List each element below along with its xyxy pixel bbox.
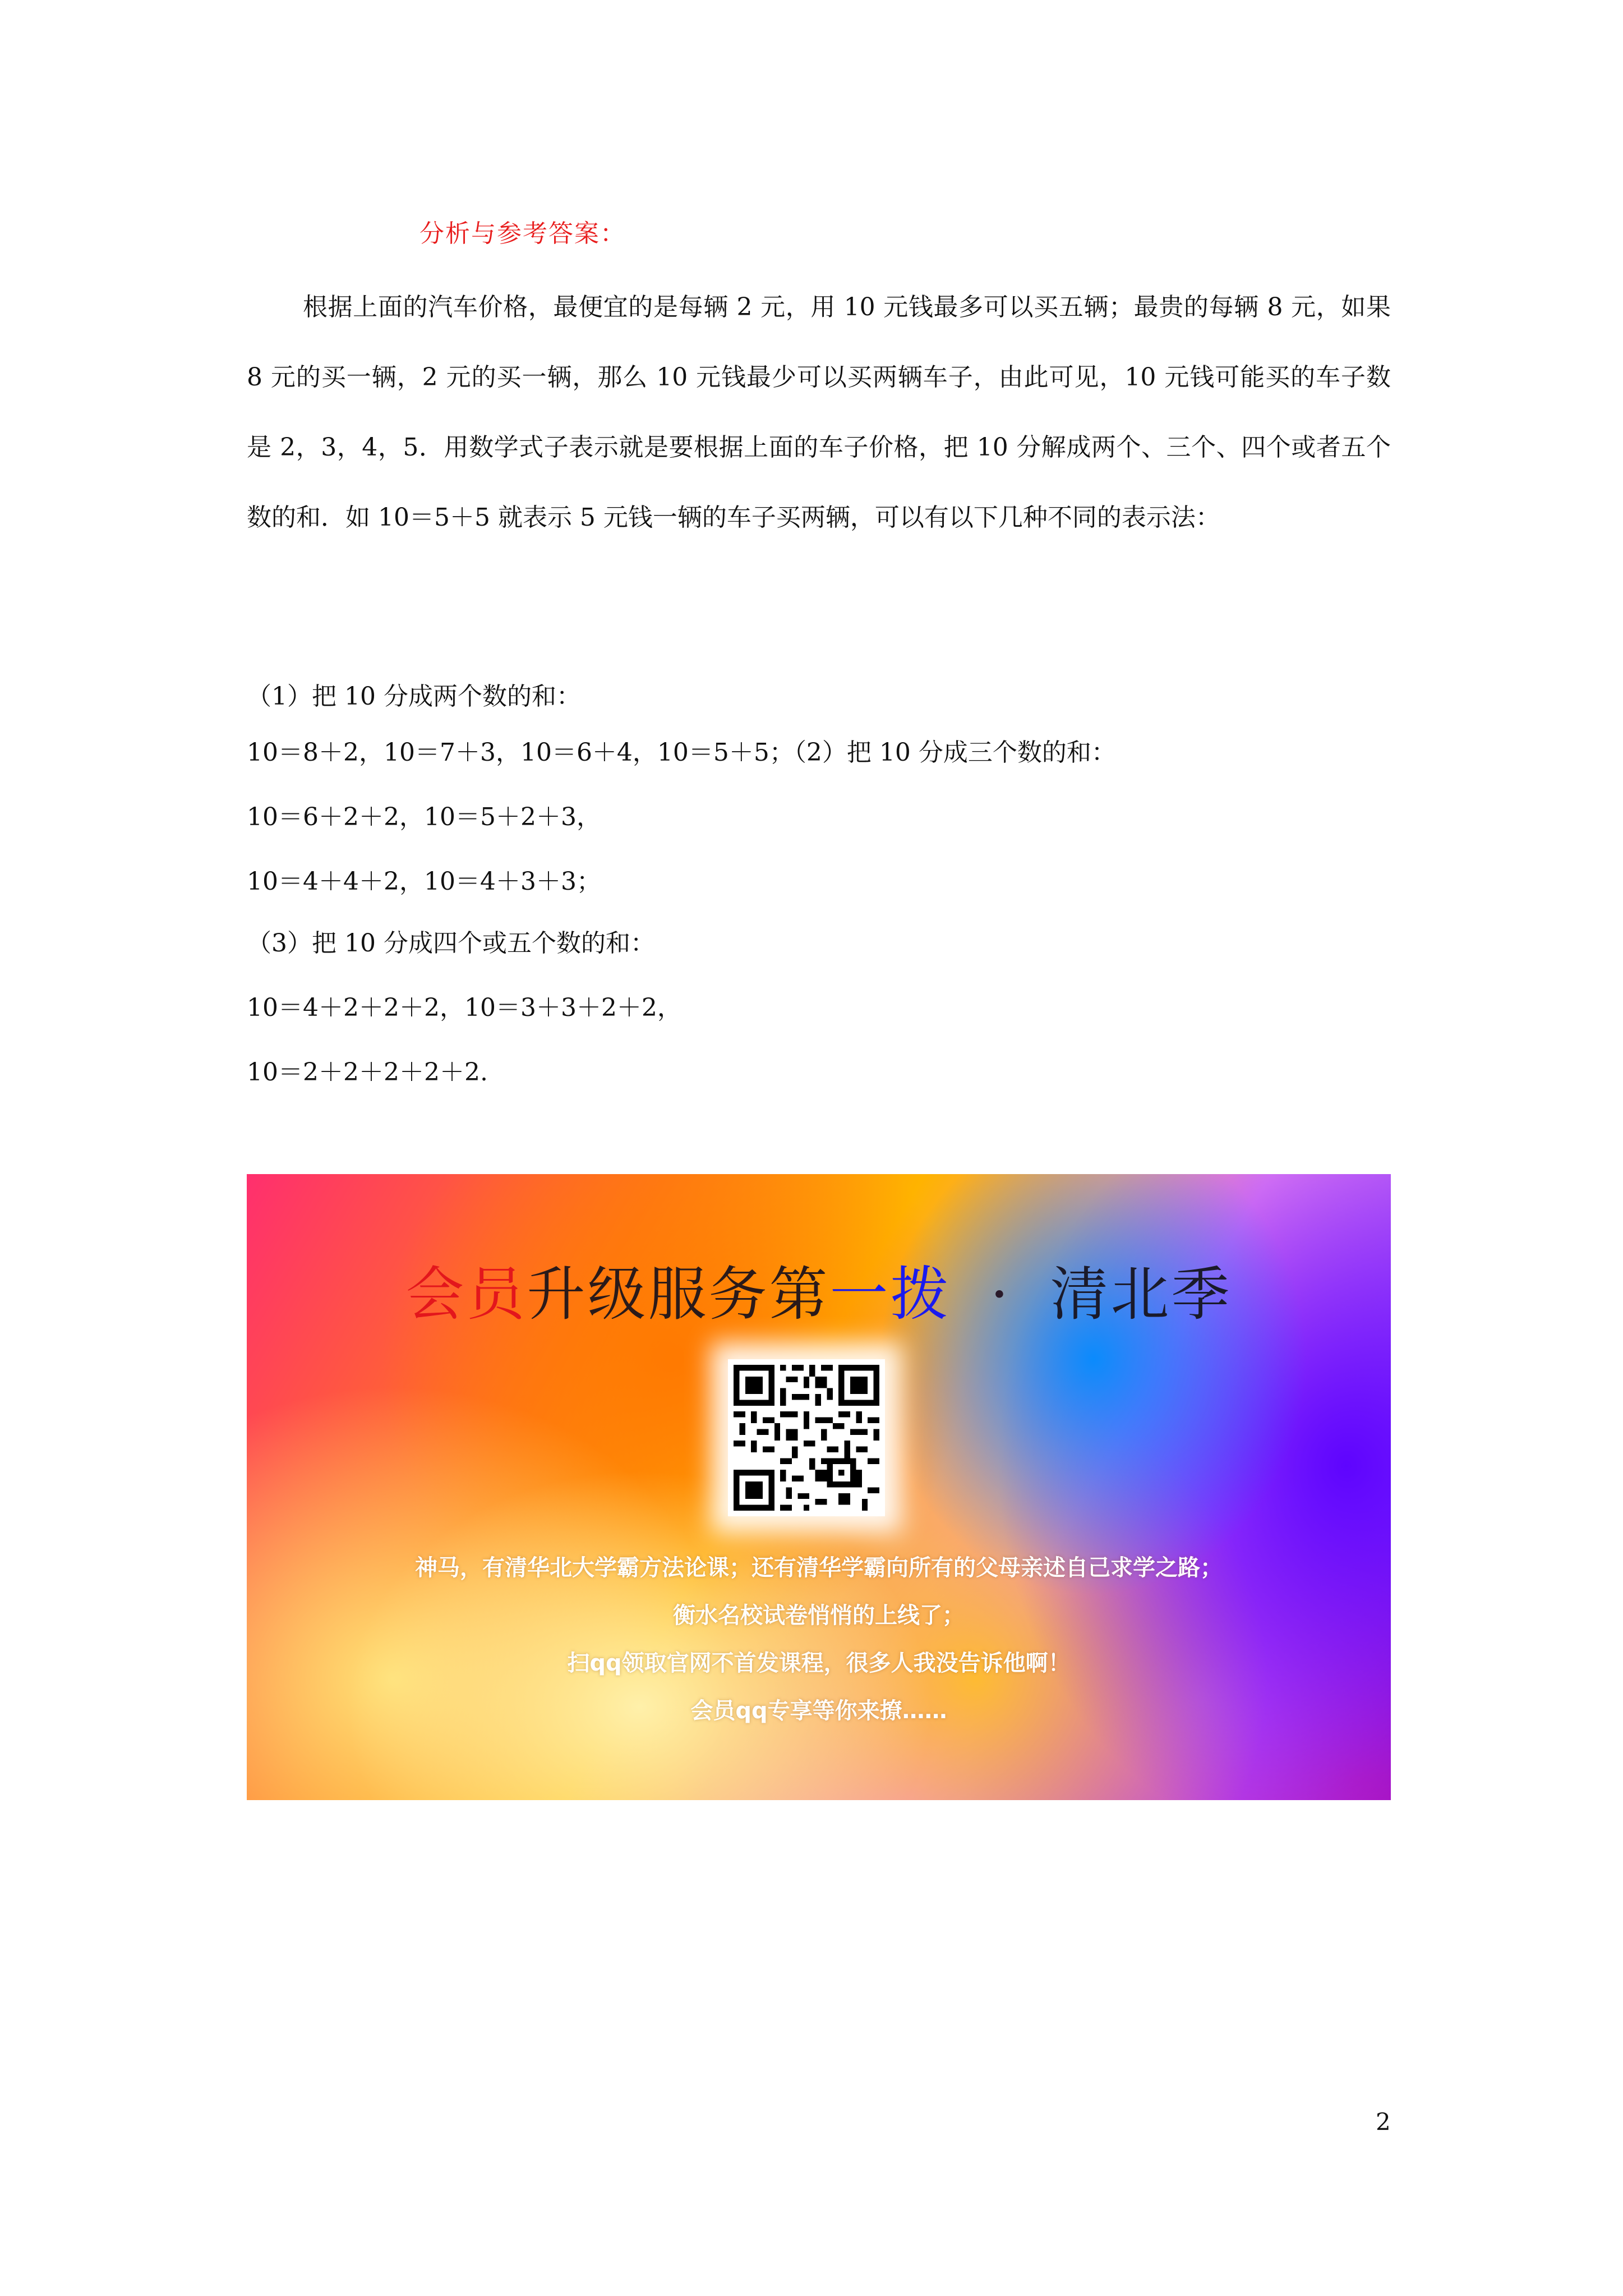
banner-title-dot: ·	[990, 1260, 1011, 1328]
banner-text-line: 扫qq领取官网不首发课程，很多人我没告诉他啊！	[567, 1650, 1071, 1676]
solution-line: 10＝4＋4＋2，10＝4＋3＋3；	[247, 867, 601, 896]
banner-title	[247, 1247, 1391, 1331]
solution-line: 10＝6＋2＋2，10＝5＋2＋3，	[247, 803, 601, 831]
banner-title-part: 升级服务第	[527, 1260, 830, 1328]
membership-banner[interactable]	[247, 1174, 1391, 1800]
solution-line: 10＝4＋2＋2＋2，10＝3＋3＋2＋2，	[247, 993, 682, 1022]
banner-title-part: 会员	[405, 1260, 527, 1328]
banner-text-line: 会员qq专享等你来撩……	[690, 1698, 947, 1724]
solution-line: （3）把 10 分成四个或五个数的和：	[247, 929, 655, 958]
solution-line: （1）把 10 分成两个数的和：	[247, 682, 581, 711]
solution-line: 10＝2＋2＋2＋2＋2.	[247, 1058, 488, 1087]
banner-text-line: 衡水名校试卷悄悄的上线了；	[673, 1603, 965, 1628]
banner-title-part: 清北季	[1050, 1260, 1232, 1328]
analysis-heading: 分析与参考答案：	[419, 219, 626, 248]
solution-line: 10＝8＋2，10＝7＋3，10＝6＋4，10＝5＋5；（2）把 10 分成三个数的和：	[247, 738, 1116, 767]
qr-code-icon[interactable]	[734, 1365, 879, 1511]
page-number: 2	[1376, 2108, 1391, 2136]
banner-text-line: 神马，有清华北大学霸方法论课；还有清华学霸向所有的父母亲述自己求学之路；	[415, 1555, 1223, 1581]
banner-title-part: 一拨	[829, 1260, 951, 1328]
analysis-paragraph: 根据上面的汽车价格，最便宜的是每辆 2 元，用 10 元钱最多可以买五辆；最贵的每辆 8 元，如果 8 元的买一辆，2 元的买一辆，那么 10 元钱最少可以买两辆车子，由此可见，10 元钱可能买的车子数是 2，3，4，5．用数学式子表示就是要根据上面的车子价格，把 10 分解成两个、三个、四个或者五个数的和．如 10＝5＋5 就表示 5 元钱一辆的车子买两辆，可以有以下几种不同的表示法：	[247, 293, 1391, 532]
